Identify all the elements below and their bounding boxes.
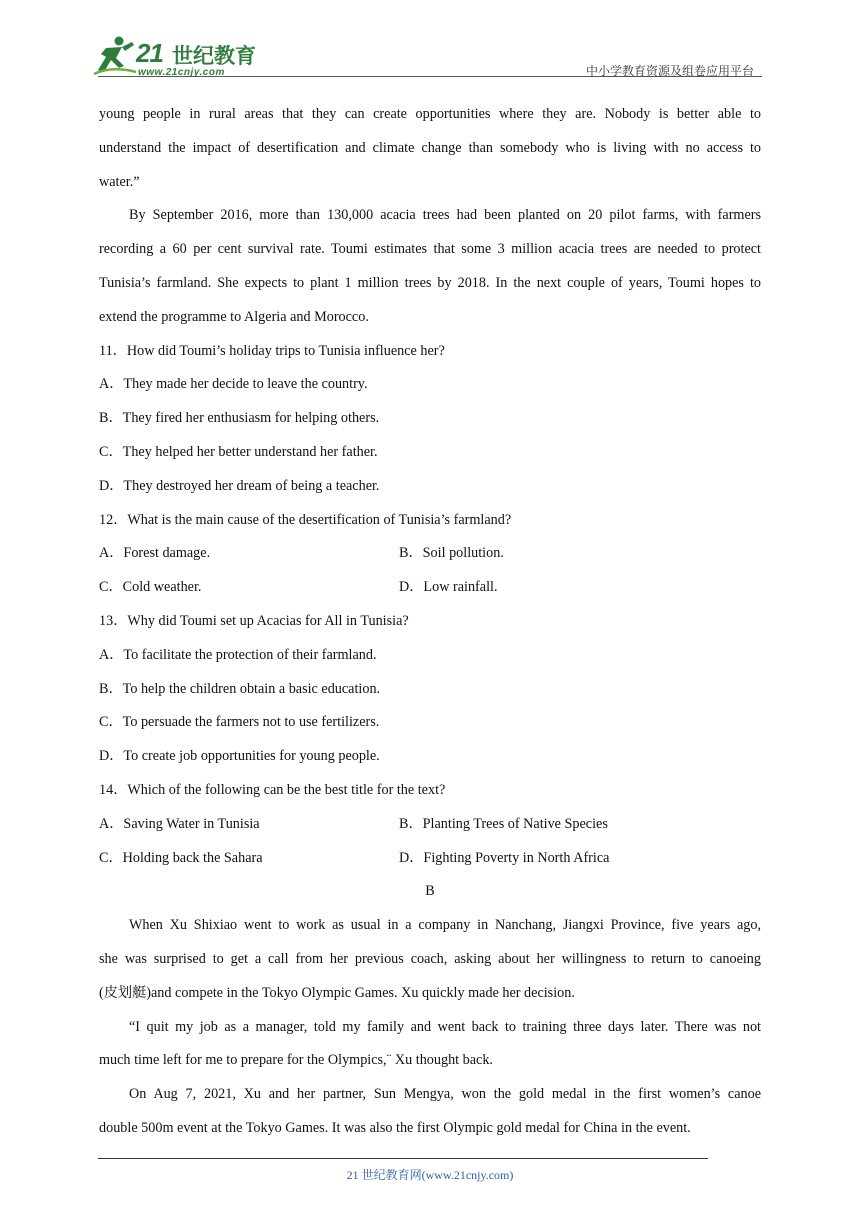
answer-option: B．Soil pollution. <box>399 545 504 562</box>
question-stem: 11．How did Toumi’s holiday trips to Tunisia influence her? <box>99 342 445 359</box>
question-stem: 12．What is the main cause of the desertification of Tunisia’s farmland? <box>99 511 512 528</box>
section-label: B <box>425 883 435 900</box>
answer-option: A．Forest damage. <box>99 545 211 562</box>
document-body <box>99 98 761 1146</box>
answer-option: C．Holding back the Sahara <box>99 849 263 866</box>
paragraph-line: Tunisia’s farmland. She expects to plant 1 million trees by 2018. In the next couple of years, Toumi hopes to <box>99 274 761 291</box>
page-header <box>0 0 860 80</box>
paragraph-line: When Xu Shixiao went to work as usual in a company in Nanchang, Jiangxi Province, five years ago, <box>129 917 761 934</box>
footer-text: 21 世纪教育网(www.21cnjy.com) <box>346 1168 514 1182</box>
answer-option: D．Low rainfall. <box>399 579 498 596</box>
paragraph-line: extend the programme to Algeria and Morocco. <box>99 308 369 325</box>
answer-option: C．To persuade the farmers not to use fertilizers. <box>99 714 380 731</box>
question-stem: 14．Which of the following can be the best title for the text? <box>99 781 446 798</box>
answer-option: B．To help the children obtain a basic education. <box>99 680 381 697</box>
question-stem: 13．Why did Toumi set up Acacias for All in Tunisia? <box>99 612 409 629</box>
footer-divider <box>98 1158 708 1159</box>
option-row <box>99 842 761 876</box>
answer-option: B．They fired her enthusiasm for helping others. <box>99 410 380 427</box>
runner-logo-icon <box>92 34 138 76</box>
header-divider <box>98 76 762 77</box>
answer-option: C．They helped her better understand her father. <box>99 443 378 460</box>
paragraph-line: recording a 60 per cent survival rate. Toumi estimates that some 3 million acacia trees are needed to protect <box>99 241 761 258</box>
logo <box>92 34 262 78</box>
platform-name: 中小学教育资源及组卷应用平台 <box>585 64 754 78</box>
paragraph-line: By September 2016, more than 130,000 acacia trees had been planted on 20 pilot farms, with farmers <box>129 207 761 224</box>
paragraph-line: On Aug 7, 2021, Xu and her partner, Sun Mengya, won the gold medal in the first women’s canoe <box>129 1086 761 1103</box>
paragraph-line: double 500m event at the Tokyo Games. It was also the first Olympic gold medal for China in the event. <box>99 1119 691 1136</box>
option-row <box>99 808 761 842</box>
paragraph-line: much time left for me to prepare for the Olympics,¨ Xu thought back. <box>99 1052 493 1069</box>
logo-url: www.21cnjy.com <box>138 67 225 78</box>
answer-option: C．Cold weather. <box>99 579 202 596</box>
paragraph-line: young people in rural areas that they can create opportunities where they are. Nobody is better able to <box>99 106 761 122</box>
answer-option: B．Planting Trees of Native Species <box>399 815 608 832</box>
logo-chinese-name: 世纪教育 <box>172 44 256 68</box>
paragraph-line: water.” <box>99 173 140 190</box>
paragraph-line: she was surprised to get a call from her previous coach, asking about her willingness to return to canoeing <box>99 950 761 967</box>
answer-option: D．To create job opportunities for young people. <box>99 748 380 765</box>
paragraph-line: “I quit my job as a manager, told my family and went back to training three days later. There was not <box>129 1018 761 1035</box>
logo-number: 21 <box>136 38 163 68</box>
option-row <box>99 537 761 571</box>
paragraph-line: understand the impact of desertification and climate change than somebody who is living with no access to <box>99 139 761 156</box>
option-row <box>99 571 761 605</box>
paragraph-line: (皮划艇)and compete in the Tokyo Olympic Games. Xu quickly made her decision. <box>99 984 575 1001</box>
answer-option: A．To facilitate the protection of their farmland. <box>99 646 377 663</box>
answer-option: A．Saving Water in Tunisia <box>99 815 260 832</box>
answer-option: A．They made her decide to leave the country. <box>99 376 368 393</box>
answer-option: D．Fighting Poverty in North Africa <box>399 849 610 866</box>
answer-option: D．They destroyed her dream of being a teacher. <box>99 477 380 494</box>
